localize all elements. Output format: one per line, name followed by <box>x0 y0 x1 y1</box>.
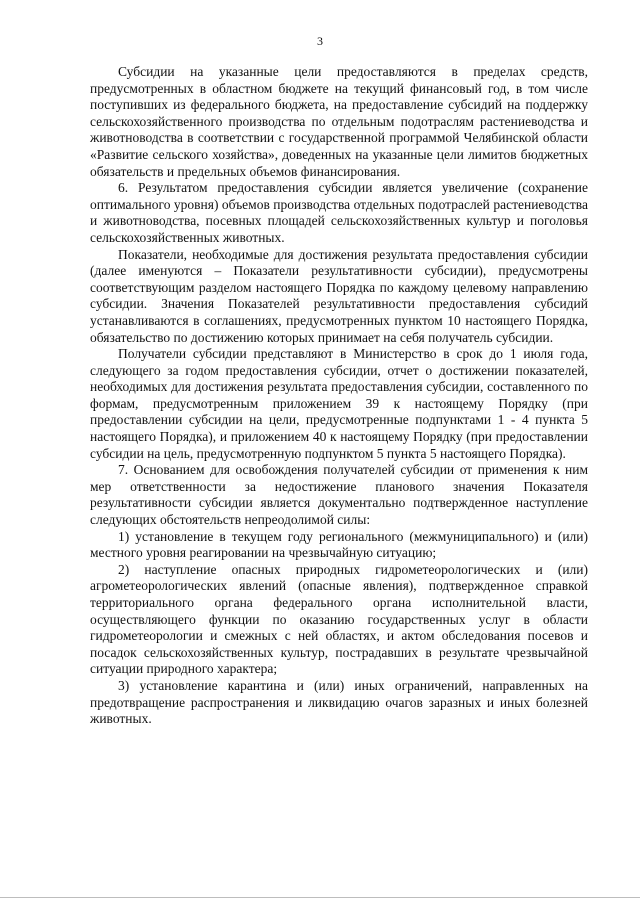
paragraph-item-3: 3) установление карантина и (или) иных ограничений, направленных на предотвращение распространения и ликвидацию очагов заразных и иных болезней животных. <box>90 677 588 727</box>
paragraph-subsidy-funding: Субсидии на указанные цели предоставляются в пределах средств, предусмотренных в областном бюджете на текущий финансовый год, в том числе поступивших из федерального бюджета, на предоставление субсидий на поддержку сельскохозяйственного производства по отдельным подотраслям растениеводства и животноводства в соответствии с государственной программой Челябинской области «Развитие сельского хозяйства», доведенных на указанные цели лимитов бюджетных обязательств и предельных объемов финансирования. <box>90 64 588 179</box>
page-number: 3 <box>317 34 323 48</box>
paragraph-exemption-grounds: 7. Основанием для освобождения получателей субсидии от применения к ним мер ответственности за недостижение планового значения Показателя результативности субсидии является документально подтвержденное наступление следующих обстоятельств непреодолимой силы: <box>90 462 588 528</box>
paragraph-item-1: 1) установление в текущем году регионального (межмуниципального) и (или) местного уровня реагировании на чрезвычайную ситуацию; <box>90 528 588 561</box>
bottom-border-line <box>0 897 640 898</box>
paragraph-item-2: 2) наступление опасных природных гидрометеорологических и (или) агрометеорологических явлений (опасные явления), подтвержденное справкой территориального органа федерального органа исполнительной власти, осуществляющего функции по оказанию государственных услуг в области гидрометеорологии и смежных с ней областях, и актом обследования посевов и посадок сельскохозяйственных культур, пострадавших в результате чрезвычайной ситуации природного характера; <box>90 561 588 677</box>
document-body <box>90 64 588 728</box>
paragraph-performance-indicators: Показатели, необходимые для достижения результата предоставления субсидии (далее именуются – Показатели результативности субсидии), предусмотрены соответствующим разделом настоящего Порядка по каждому целевому направлению субсидии. Значения Показателей результативности предоставления субсидий устанавливаются в соглашениях, предусмотренных пунктом 10 настоящего Порядка, обязательство по достижению которых принимает на себя получатель субсидии. <box>90 246 588 345</box>
paragraph-subsidy-result: 6. Результатом предоставления субсидии является увеличение (сохранение оптимального уровня) объемов производства отдельных подотраслей растениеводства и животноводства, посевных площадей сельскохозяйственных культур и поголовья сельскохозяйственных животных. <box>90 180 588 245</box>
paragraph-reporting: Получатели субсидии представляют в Министерство в срок до 1 июля года, следующего за годом предоставления субсидии, отчет о достижении показателей, необходимых для достижения результата предоставления субсидии, составленного по формам, предусмотренным приложением 39 к настоящему Порядку (при предоставлении субсидии на цели, предусмотренные подпунктами 1 - 4 пункта 5 настоящего Порядка), и приложением 40 к настоящему Порядку (при предоставлении субсидии на цель, предусмотренную подпунктом 5 пункта 5 настоящего Порядка). <box>90 346 588 461</box>
